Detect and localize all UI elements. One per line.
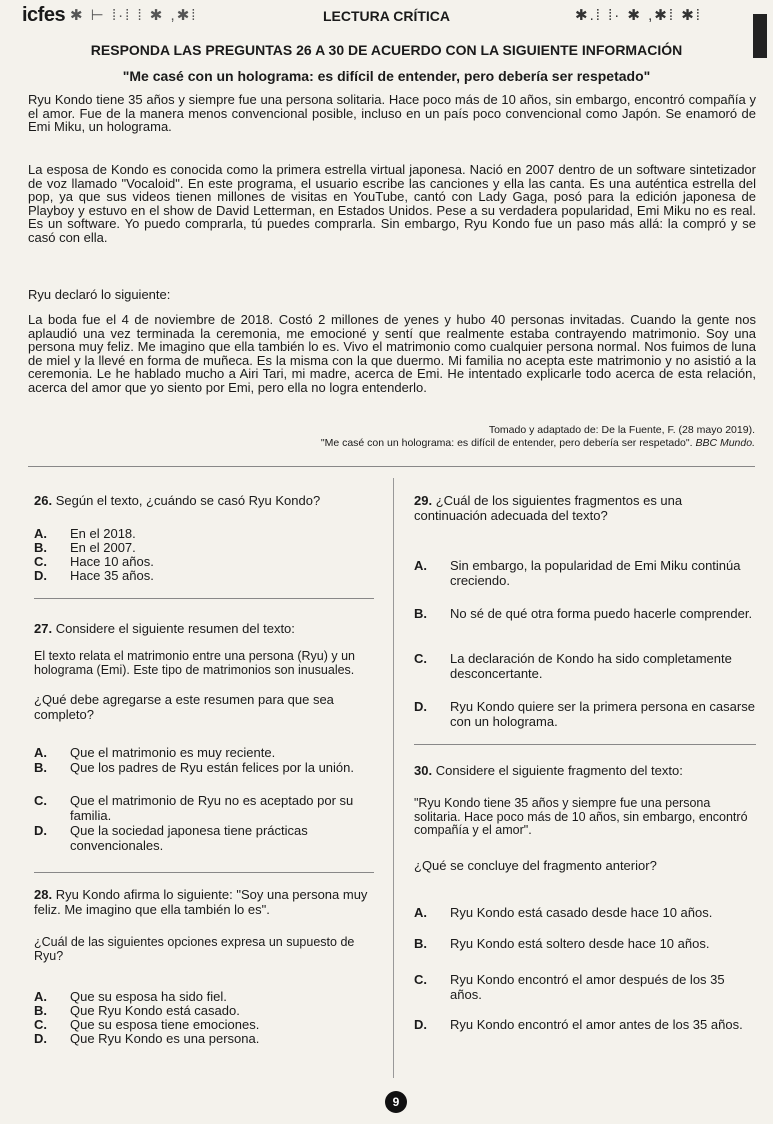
q27-option-b[interactable]: B. Que los padres de Ryu están felices por la unión. [34,760,355,775]
q28-option-c[interactable]: C. Que su esposa tiene emociones. [34,1017,260,1032]
q29-option-a[interactable]: A. Sin embargo, la popularidad de Emi Miku continúa creciendo. [414,558,741,588]
section-title: LECTURA CRÍTICA [322,8,451,24]
q29-option-d[interactable]: D. Ryu Kondo quiere ser la primera persona en casarse con un holograma. [414,699,755,729]
decorative-pattern-left: ✱ ⊢ ⁞·⁞ ⁞ ✱ ,✱⁞ [70,7,198,24]
q30-option-b[interactable]: B. Ryu Kondo está soltero desde hace 10 años. [414,936,710,951]
instructions-title: RESPONDA LAS PREGUNTAS 26 A 30 DE ACUERDO CON LA SIGUIENTE INFORMACIÓN [90,42,683,58]
question-30 [414,764,756,779]
question-stem: Considere el siguiente resumen del texto: [55,621,295,636]
q30-option-c[interactable]: C. Ryu Kondo encontró el amor después de los 35 años. [414,972,725,1002]
q28-question: ¿Cuál de las siguientes opciones expresa un supuesto de Ryu? [34,935,355,963]
column-divider [393,478,394,1078]
question-stem: ¿Cuál de los siguientes fragmentos es una continuación adecuada del texto? [414,493,683,523]
page-header [0,0,773,32]
article-paragraph-2: La esposa de Kondo es conocida como la primera estrella virtual japonesa. Nació en 2007 dentro de un software sintetizador de voz llamado "Vocaloid". En este programa, el usuario escribe las canciones y ella las canta. Es una auténtica estrella del pop, ya que sus videos tienen millones de visitas en YouTube, cantó con Lady Gaga, posó para la edición japonesa de Playboy y estuvo en el show de David Letterman, en Estados Unidos. Pese a su verdadera popularidad, Emi Miku no es real. Es un software. Yo puedo comprarla, tú puedes comprarla. Sin embargo, Ryu Kondo fue un paso más allá: la compró y se casó con ella. [28,162,756,245]
q30-option-a[interactable]: A. Ryu Kondo está casado desde hace 10 años. [414,905,713,920]
q27-option-d[interactable]: D. Que la sociedad japonesa tiene prácticas convencionales. [34,823,308,853]
q30-fragment: "Ryu Kondo tiene 35 años y siempre fue una persona solitaria. Hace poco más de 10 años, sin embargo, encontró compañía y el amor". [414,796,748,837]
source-line-1: Tomado y adaptado de: De la Fuente, F. (28 mayo 2019). [488,424,755,436]
question-divider [34,872,374,873]
question-divider [34,598,374,599]
article-paragraph-4: La boda fue el 4 de noviembre de 2018. Costó 2 millones de yenes y hubo 40 personas invitadas. Cuando la gente nos aplaudió una vez terminada la ceremonia, me emocioné y sentí que realmente estaba contrayendo matrimonio. Soy una persona muy feliz. Me imagino que ella también lo es. Vivo el matrimonio como cualquier persona normal. Nos fuimos de luna de miel y la llevé en forma de muñeca. Es la misma con la que duermo. Mi familia no acepta este matrimonio y no asistió a la ceremonia. Le he hablado mucho a Airi Tari, mi madre, acerca de Emi. He intentado explicarle todo acerca de esta relación, acerca del amor que yo siento por Emi, pero ella no logra entenderlo. [28,312,756,395]
source-outlet: BBC Mundo. [695,437,755,449]
source-line-2: "Me casé con un holograma: es difícil de entender, pero debería ser respetado". [320,437,693,449]
question-stem: Ryu Kondo afirma lo siguiente: "Soy una persona muy feliz. Me imagino que ella también lo es". [34,887,368,917]
icfes-logo: icfes [22,4,66,26]
question-26 [34,494,374,509]
q26-option-a[interactable]: A. En el 2018. [34,526,136,541]
question-number: 30. [414,763,433,778]
question-number: 29. [414,493,433,508]
q26-option-d[interactable]: D. Hace 35 años. [34,568,154,583]
article-source [235,424,755,450]
question-27 [34,622,374,637]
q30-option-d[interactable]: D. Ryu Kondo encontró el amor antes de los 35 años. [414,1017,743,1032]
q26-option-b[interactable]: B. En el 2007. [34,540,136,555]
q29-option-c[interactable]: C. La declaración de Kondo ha sido completamente desconcertante. [414,651,732,681]
question-number: 27. [34,621,53,636]
article-paragraph-3: Ryu declaró lo siguiente: [28,287,171,302]
q30-question: ¿Qué se concluye del fragmento anterior? [414,858,657,873]
question-divider [414,744,756,745]
decorative-pattern-right: ✱.⁞ ⁞· ✱ ,✱⁞ ✱⁞ [575,7,702,24]
question-28 [34,888,374,917]
article-title: "Me casé con un holograma: es difícil de entender, pero debería ser respetado" [122,68,651,84]
section-divider [28,466,755,467]
question-stem: Considere el siguiente fragmento del texto: [435,763,683,778]
question-29 [414,494,756,523]
q27-option-a[interactable]: A. Que el matrimonio es muy reciente. [34,745,276,760]
q27-summary: El texto relata el matrimonio entre una persona (Ryu) y un holograma (Emi). Este tipo de matrimonios son inusuales. [34,649,355,677]
q27-question: ¿Qué debe agregarse a este resumen para que sea completo? [34,692,334,722]
q29-option-b[interactable]: B. No sé de qué otra forma puedo hacerle comprender. [414,606,753,621]
q27-option-c[interactable]: C. Que el matrimonio de Ryu no es aceptado por su familia. [34,793,354,823]
q26-option-c[interactable]: C. Hace 10 años. [34,554,154,569]
article-paragraph-1: Ryu Kondo tiene 35 años y siempre fue una persona solitaria. Hace poco más de 10 años, sin embargo, encontró compañía y el amor. Fue de la manera menos convencional posible, incluso en un país poco convencional como Japón. Se enamoró de Emi Miku, un holograma. [28,92,756,135]
q28-option-d[interactable]: D. Que Ryu Kondo es una persona. [34,1031,260,1046]
page-number: 9 [385,1091,407,1113]
question-stem: Según el texto, ¿cuándo se casó Ryu Kondo? [55,493,321,508]
q28-option-a[interactable]: A. Que su esposa ha sido fiel. [34,989,227,1004]
q28-option-b[interactable]: B. Que Ryu Kondo está casado. [34,1003,240,1018]
question-number: 26. [34,493,53,508]
question-number: 28. [34,887,53,902]
